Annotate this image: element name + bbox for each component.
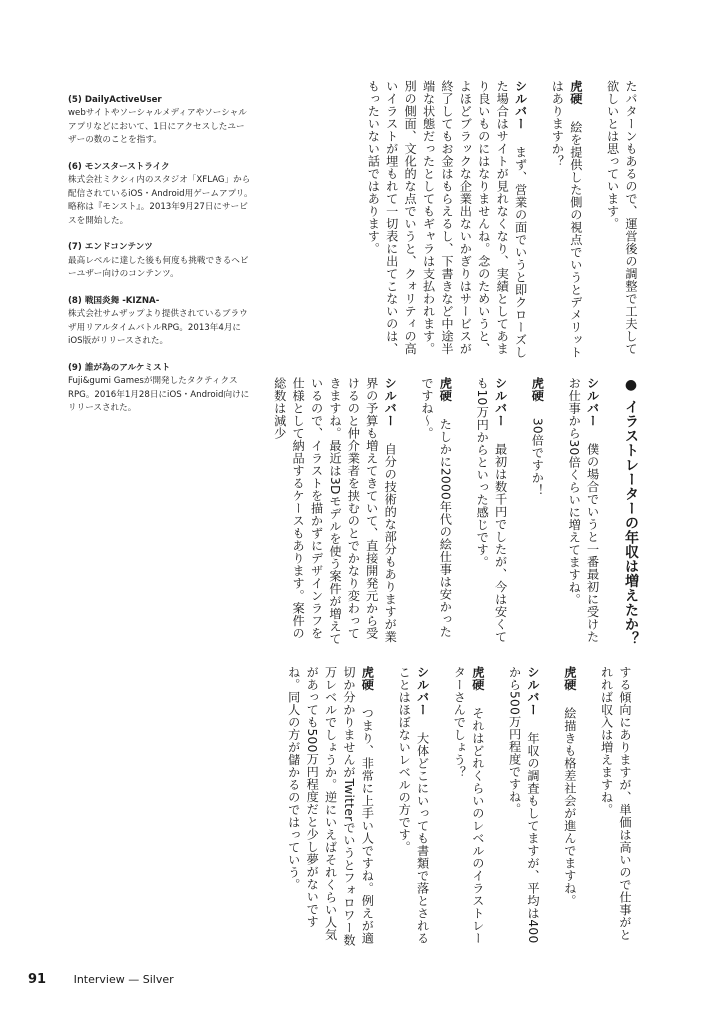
speaker-name: 虎硬: [438, 377, 453, 402]
dialogue-text: 僕の場合でいうと一番最初に受けたお仕事から30倍くらいに増えてますね。: [567, 377, 600, 643]
page-footer: [28, 972, 174, 987]
dialogue-paragraph: [560, 666, 578, 952]
dialogue-paragraph: [270, 377, 399, 649]
dialogue-text: それはどれくらいのレベルのイラストレーターさんでしょう？: [452, 666, 485, 945]
speaker-name: シルバー: [493, 377, 508, 427]
dialogue-text: まず、営業の面でいうと即クローズした場合はサイトが見れなくなり、実績としてあまり良いものにはなりませんね。念のためいうと、よほどブラックな企業出ないかぎりはサービスが終了してもお金はもらえるし、下書きなど中途半端な状態だったとしてもギャラは支払われます。別の側面、文化的な点でいうと、クォリティの高いイラストが埋もれて一切表に出てこないのは、もったいない話ではあります。: [366, 80, 528, 359]
bullet-icon: ●: [623, 377, 639, 394]
dialogue-text: 最初は数千円でしたが、今は安くても10万円からといった感じです。: [475, 377, 508, 643]
section-heading: [622, 377, 640, 649]
dialogue-text: 絵を提供した側の視点でいうとデメリットはありますか？: [550, 80, 583, 359]
dialogue-text: たパターンもあるので、運営後の調整で工夫して欲しいとは思っています。: [605, 80, 638, 355]
page-number: 91: [28, 972, 47, 987]
footnote-body: 株式会社サムザップより提供されているブラウザ用リアルタイムバトルRPG。2013年4月にiOS版がリリースされた。: [68, 309, 248, 347]
footnote-body: webサイトやソーシャルメディアやソーシャルアプリなどにおいて、1日にアクセスしたユーザーの数のことを指す。: [68, 108, 247, 146]
section-label: Interview — Silver: [73, 973, 174, 986]
section-heading-text: イラストレーターの年収は増えたか？: [623, 399, 639, 646]
footnote: [68, 295, 253, 349]
dialogue-text: つまり、非常に上手い人ですね。例えが適切か分かりませんがTwitterでいうとフォロワー数万レベルでしょうか。逆にいえばそれくらい人気があっても500万円程度だと少し夢がないですね。同人の方が儲かるのではっていう。: [286, 666, 375, 947]
speaker-name: 虎硬: [568, 80, 583, 105]
speaker-name: シルバー: [526, 666, 540, 716]
footnote-title: (5) DailyActiveUser: [68, 95, 162, 105]
dialogue-text: 30倍ですか！: [530, 417, 545, 497]
body-text-middle: [252, 377, 640, 649]
dialogue-text: 年収の調査もしてますが、平均は400から500万円程度ですね。: [507, 666, 540, 944]
footnote: [68, 94, 253, 148]
footnote-body: 株式会社ミクシィ内のスタジオ「XFLAG」から配信されているiOS・Android用ゲームアプリ。略称は『モンスト』。2013年9月27日にサービスを開始した。: [68, 175, 253, 226]
footnote-body: 最高レベルに達した後も何度も挑戦できるヘビーユザー向けのコンテンツ。: [68, 255, 249, 280]
dialogue-paragraph: [597, 666, 634, 952]
speaker-name: シルバー: [585, 377, 600, 427]
footnote: [68, 161, 253, 228]
dialogue-paragraph: [395, 666, 432, 952]
dialogue-paragraph: [505, 666, 542, 952]
footnotes: [68, 94, 253, 429]
speaker-name: 虎硬: [530, 377, 545, 402]
footnote-title: (6) モンスターストライク: [68, 162, 170, 173]
body-text-lower: [266, 666, 634, 952]
dialogue-paragraph: [548, 80, 585, 360]
dialogue-paragraph: [418, 377, 455, 649]
dialogue-paragraph: [364, 80, 530, 360]
footnote: [68, 362, 253, 416]
speaker-name: 虎硬: [470, 666, 485, 691]
dialogue-text: 自分の技術的な部分もありますが業界の予算も増えてきていて、直接開発元から受けるのと仲介業者を挟むのとでかなり変わってきますね。最近は3Dモデルを使う案件が増えているので、イラストを描かずにデザインラフを仕様として納品するケースもあります。案件の総数は減少: [272, 377, 398, 645]
dialogue-text: 大体どこにいっても書類で落とされることはほぼないレベルの方です。: [397, 666, 430, 945]
dialogue-paragraph: [284, 666, 376, 952]
speaker-name: シルバー: [513, 80, 528, 130]
footnote-title: (9) 誰が為のアルケミスト: [68, 363, 171, 374]
speaker-name: シルバー: [383, 377, 398, 427]
dialogue-paragraph: [450, 666, 487, 952]
dialogue-paragraph: [473, 377, 510, 649]
footnote-body: Fuji&gumi Gamesが開発したタクティクスRPG。2016年1月28日にiOS・Android向けにリリースされた。: [68, 376, 250, 414]
dialogue-text: する傾向にありますが、単価は高いので仕事がとれれば収入は増えますね。: [599, 666, 632, 941]
dialogue-text: 絵描きも格差社会が進んでますね。: [562, 706, 577, 907]
speaker-name: 虎硬: [562, 666, 577, 691]
footnote: [68, 241, 253, 281]
dialogue-paragraph: [528, 377, 546, 649]
dialogue-paragraph: [603, 80, 640, 360]
footnote-title: (8) 戦国炎舞 -KIZNA-: [68, 296, 160, 307]
dialogue-text: たしかに2000年代の絵仕事は安かったですね〜。: [419, 377, 453, 638]
dialogue-paragraph: [565, 377, 602, 649]
footnote-title: (7) エンドコンテンツ: [68, 242, 153, 253]
speaker-name: シルバー: [415, 666, 430, 716]
body-text-upper: [346, 80, 640, 360]
speaker-name: 虎硬: [360, 666, 375, 691]
